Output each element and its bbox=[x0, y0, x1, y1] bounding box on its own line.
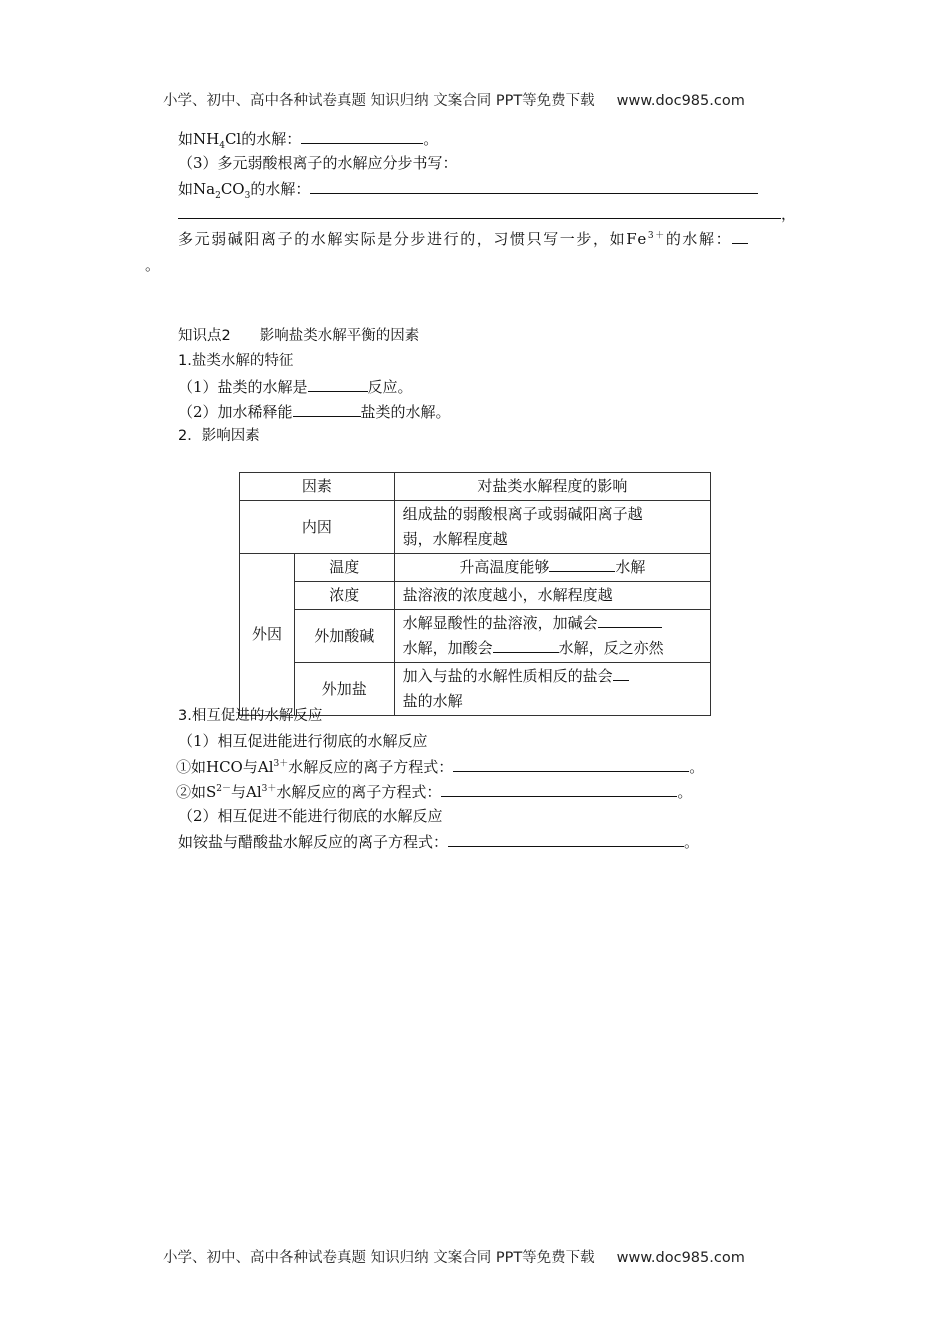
temperature-effect-text: 升高温度能够 bbox=[459, 558, 550, 576]
salt-line-1 bbox=[403, 664, 702, 689]
q3-answer-blank[interactable] bbox=[448, 831, 684, 847]
concentration-factor: 浓度 bbox=[294, 582, 394, 610]
table-row-temperature bbox=[240, 554, 711, 582]
acid-base-effect bbox=[394, 610, 710, 663]
header-factor: 因素 bbox=[240, 473, 395, 501]
acid-base-factor: 外加酸碱 bbox=[294, 610, 394, 663]
fe-superscript: 3＋ bbox=[647, 231, 666, 241]
na2co3-line bbox=[178, 178, 758, 199]
fe-text-1: 多元弱碱阳离子的水解实际是分步进行的，习惯只写一步，如Fe bbox=[178, 230, 648, 248]
nh4cl-text-1: 如NH bbox=[178, 130, 220, 148]
nh4cl-end: 。 bbox=[423, 130, 439, 148]
acid-base-line-2 bbox=[403, 636, 702, 661]
q2-text-1: ②如S bbox=[176, 783, 217, 801]
fe-line bbox=[178, 228, 748, 249]
table-row-internal bbox=[240, 501, 711, 554]
table-header-row bbox=[240, 473, 711, 501]
table-row-concentration bbox=[240, 582, 711, 610]
q1-end: 。 bbox=[689, 758, 705, 776]
footer-text: 小学、初中、高中各种试卷真题 知识归纳 文案合同 PPT等免费下载 bbox=[163, 1250, 595, 1266]
salt-text-1: 加入与盐的水解性质相反的盐会 bbox=[402, 667, 613, 685]
concentration-effect: 盐溶液的浓度越小，水解程度越 bbox=[394, 582, 710, 610]
na2co3-answer-blank-2[interactable] bbox=[178, 203, 781, 219]
q3-end: 。 bbox=[684, 833, 700, 851]
na2co3-text-1: 如Na bbox=[178, 180, 216, 198]
na2co3-subscript-1: 2 bbox=[215, 191, 221, 201]
s1-item-1-blank[interactable] bbox=[308, 376, 368, 392]
header-text: 小学、初中、高中各种试卷真题 知识归纳 文案合同 PPT等免费下载 bbox=[163, 93, 595, 109]
acid-base-text-1: 水解显酸性的盐溶液，加碱会 bbox=[402, 614, 598, 632]
page-header bbox=[163, 89, 745, 110]
temperature-blank[interactable] bbox=[549, 556, 615, 572]
nh4cl-line bbox=[178, 128, 438, 149]
nh4cl-text-2: Cl的水解： bbox=[224, 130, 302, 148]
temperature-factor: 温度 bbox=[294, 554, 394, 582]
q2-end: 。 bbox=[677, 783, 693, 801]
q1-answer-blank[interactable] bbox=[453, 756, 689, 772]
temperature-effect bbox=[394, 554, 710, 582]
na2co3-line-2 bbox=[178, 203, 796, 224]
kp2-title: 知识点2 影响盐类水解平衡的因素 bbox=[178, 328, 420, 344]
p3-line: （3）多元弱酸根离子的水解应分步书写： bbox=[178, 154, 458, 172]
external-factor: 外因 bbox=[240, 554, 295, 716]
section-3-title: 3.相互促进的水解反应 bbox=[178, 708, 323, 724]
q2-line bbox=[176, 781, 692, 802]
s3-item-1: （1）相互促进能进行彻底的水解反应 bbox=[178, 732, 428, 750]
fe-end-dot: 。 bbox=[145, 256, 161, 274]
salt-effect bbox=[394, 663, 710, 716]
header-url: www.doc985.com bbox=[616, 93, 745, 109]
na2co3-answer-blank-1[interactable] bbox=[310, 178, 758, 194]
s1-item-1-end: 反应。 bbox=[367, 378, 413, 396]
s1-item-2-blank[interactable] bbox=[293, 401, 361, 417]
fe-text-2: 的水解： bbox=[665, 230, 733, 248]
page-footer bbox=[163, 1246, 745, 1267]
internal-effect-line-2: 弱，水解程度越 bbox=[402, 530, 508, 548]
na2co3-subscript-2: 3 bbox=[244, 191, 251, 201]
q1-text-1: ①如HCO与Al bbox=[176, 758, 274, 776]
s1-item-1-text: （1）盐类的水解是 bbox=[178, 378, 308, 396]
q1-line bbox=[176, 756, 704, 777]
q2-answer-blank[interactable] bbox=[441, 781, 677, 797]
s3-item-2: （2）相互促进不能进行彻底的水解反应 bbox=[178, 807, 443, 825]
salt-factor: 外加盐 bbox=[294, 663, 394, 716]
factor-table bbox=[239, 472, 711, 716]
q2-superscript-2: 3＋ bbox=[261, 784, 277, 794]
internal-effect bbox=[394, 501, 710, 554]
s1-item-2 bbox=[178, 401, 451, 422]
na2co3-text-2: CO bbox=[220, 180, 245, 198]
internal-factor: 内因 bbox=[240, 501, 395, 554]
s1-item-2-text: （2）加水稀释能 bbox=[178, 403, 293, 421]
temperature-effect-end: 水解 bbox=[615, 558, 646, 576]
acid-base-blank-2[interactable] bbox=[493, 637, 559, 653]
s1-item-1 bbox=[178, 376, 413, 397]
section-2-title: 2．影响因素 bbox=[178, 428, 260, 444]
q3-line bbox=[178, 831, 699, 852]
acid-base-text-3: 水解，反之亦然 bbox=[558, 639, 664, 657]
acid-base-line-1 bbox=[403, 611, 702, 636]
salt-line-2: 盐的水解 bbox=[402, 692, 463, 710]
nh4cl-subscript: 4 bbox=[219, 141, 225, 151]
header-effect: 对盐类水解程度的影响 bbox=[394, 473, 710, 501]
acid-base-blank-1[interactable] bbox=[598, 612, 662, 628]
table-row-acid-base bbox=[240, 610, 711, 663]
section-1-title: 1.盐类水解的特征 bbox=[178, 353, 294, 369]
q1-text-2: 水解反应的离子方程式： bbox=[288, 758, 454, 776]
salt-blank[interactable] bbox=[613, 665, 629, 681]
q2-text-3: 水解反应的离子方程式： bbox=[276, 783, 442, 801]
acid-base-text-2: 水解，加酸会 bbox=[402, 639, 493, 657]
na2co3-comma: ， bbox=[781, 205, 797, 223]
na2co3-text-3: 的水解： bbox=[250, 180, 311, 198]
q1-superscript: 3＋ bbox=[273, 759, 289, 769]
q2-superscript-1: 2－ bbox=[216, 784, 232, 794]
q2-text-2: 与Al bbox=[231, 783, 262, 801]
s1-item-2-end: 盐类的水解。 bbox=[360, 403, 451, 421]
q3-text: 如铵盐与醋酸盐水解反应的离子方程式： bbox=[178, 833, 449, 851]
nh4cl-answer-blank[interactable] bbox=[301, 128, 423, 144]
internal-effect-line-1: 组成盐的弱酸根离子或弱碱阳离子越 bbox=[402, 505, 643, 523]
fe-answer-blank[interactable] bbox=[732, 228, 748, 244]
footer-url: www.doc985.com bbox=[616, 1250, 745, 1266]
